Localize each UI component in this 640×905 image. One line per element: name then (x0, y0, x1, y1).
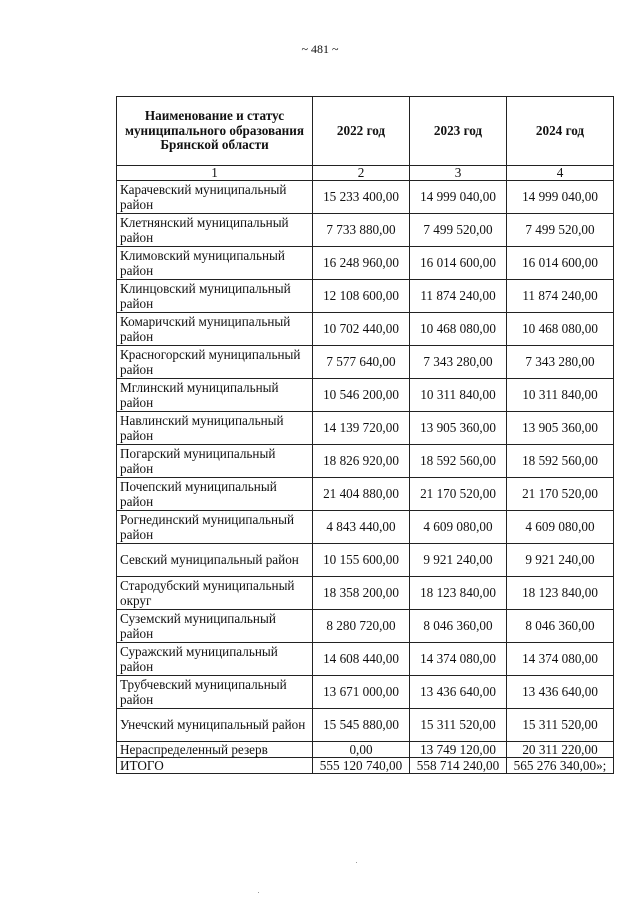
municipality-name: Суземский муниципальный район (117, 610, 313, 643)
value-2024: 8 046 360,00 (507, 610, 614, 643)
value-2024: 14 374 080,00 (507, 643, 614, 676)
municipality-name: Мглинский муниципальный район (117, 379, 313, 412)
total-2023: 558 714 240,00 (410, 758, 507, 774)
value-2024: 18 592 560,00 (507, 445, 614, 478)
value-2024: 18 123 840,00 (507, 577, 614, 610)
reserve-2023: 13 749 120,00 (410, 742, 507, 758)
header-year-2024: 2024 год (507, 97, 614, 166)
value-2022: 10 546 200,00 (313, 379, 410, 412)
municipality-name: Трубчевский муниципальный район (117, 676, 313, 709)
value-2024: 7 499 520,00 (507, 214, 614, 247)
municipality-name: Почепский муниципальный район (117, 478, 313, 511)
municipality-name: Клетнянский муниципальный район (117, 214, 313, 247)
municipality-name: Рогнединский муниципальный район (117, 511, 313, 544)
column-number-row (117, 166, 614, 181)
value-2024: 11 874 240,00 (507, 280, 614, 313)
table-row (117, 445, 614, 478)
value-2022: 14 139 720,00 (313, 412, 410, 445)
value-2024: 13 905 360,00 (507, 412, 614, 445)
value-2024: 7 343 280,00 (507, 346, 614, 379)
page-number: ~ 481 ~ (301, 42, 339, 56)
table-row (117, 676, 614, 709)
header-municipality: Наименование и статус муниципального образования Брянской области (117, 97, 313, 166)
value-2022: 14 608 440,00 (313, 643, 410, 676)
value-2023: 7 499 520,00 (410, 214, 507, 247)
value-2023: 10 468 080,00 (410, 313, 507, 346)
value-2022: 21 404 880,00 (313, 478, 410, 511)
value-2022: 4 843 440,00 (313, 511, 410, 544)
total-2022: 555 120 740,00 (313, 758, 410, 774)
reserve-2024: 20 311 220,00 (507, 742, 614, 758)
municipality-name: Карачевский муниципальный район (117, 181, 313, 214)
value-2023: 16 014 600,00 (410, 247, 507, 280)
table-row (117, 313, 614, 346)
value-2024: 4 609 080,00 (507, 511, 614, 544)
table-row (117, 577, 614, 610)
municipality-name: Севский муниципальный район (117, 544, 313, 577)
value-2024: 15 311 520,00 (507, 709, 614, 742)
table-row (117, 280, 614, 313)
value-2024: 13 436 640,00 (507, 676, 614, 709)
header-year-2022: 2022 год (313, 97, 410, 166)
value-2023: 13 436 640,00 (410, 676, 507, 709)
value-2023: 11 874 240,00 (410, 280, 507, 313)
municipality-name: Красногорский муниципальный район (117, 346, 313, 379)
reserve-2022: 0,00 (313, 742, 410, 758)
value-2022: 10 155 600,00 (313, 544, 410, 577)
value-2022: 7 577 640,00 (313, 346, 410, 379)
value-2023: 18 123 840,00 (410, 577, 507, 610)
municipality-name: Суражский муниципальный район (117, 643, 313, 676)
value-2023: 8 046 360,00 (410, 610, 507, 643)
column-number: 1 (117, 166, 313, 181)
value-2022: 8 280 720,00 (313, 610, 410, 643)
value-2024: 21 170 520,00 (507, 478, 614, 511)
value-2023: 9 921 240,00 (410, 544, 507, 577)
value-2022: 15 233 400,00 (313, 181, 410, 214)
reserve-row (117, 742, 614, 758)
reserve-label: Нераспределенный резерв (117, 742, 313, 758)
value-2023: 21 170 520,00 (410, 478, 507, 511)
table-row (117, 214, 614, 247)
municipality-name: Комаричский муниципальный район (117, 313, 313, 346)
value-2023: 15 311 520,00 (410, 709, 507, 742)
value-2024: 10 311 840,00 (507, 379, 614, 412)
value-2023: 10 311 840,00 (410, 379, 507, 412)
value-2024: 10 468 080,00 (507, 313, 614, 346)
value-2022: 18 826 920,00 (313, 445, 410, 478)
value-2022: 15 545 880,00 (313, 709, 410, 742)
value-2022: 18 358 200,00 (313, 577, 410, 610)
column-number: 2 (313, 166, 410, 181)
value-2024: 14 999 040,00 (507, 181, 614, 214)
table-row (117, 181, 614, 214)
column-number: 3 (410, 166, 507, 181)
table-row (117, 346, 614, 379)
table-row (117, 379, 614, 412)
value-2022: 7 733 880,00 (313, 214, 410, 247)
table-row (117, 412, 614, 445)
municipality-name: Стародубский муниципальный округ (117, 577, 313, 610)
total-2024: 565 276 340,00»; (507, 758, 614, 774)
total-label: ИТОГО (117, 758, 313, 774)
value-2022: 12 108 600,00 (313, 280, 410, 313)
municipality-name: Унечский муниципальный район (117, 709, 313, 742)
table-row (117, 709, 614, 742)
scan-speck (258, 892, 259, 893)
scan-speck (356, 862, 357, 863)
total-row (117, 758, 614, 774)
value-2023: 14 999 040,00 (410, 181, 507, 214)
table-row (117, 610, 614, 643)
value-2022: 10 702 440,00 (313, 313, 410, 346)
municipal-budget-table (116, 96, 614, 774)
value-2023: 4 609 080,00 (410, 511, 507, 544)
table-row (117, 544, 614, 577)
table-row (117, 247, 614, 280)
column-number: 4 (507, 166, 614, 181)
value-2024: 9 921 240,00 (507, 544, 614, 577)
municipality-name: Климовский муниципальный район (117, 247, 313, 280)
value-2022: 13 671 000,00 (313, 676, 410, 709)
value-2023: 18 592 560,00 (410, 445, 507, 478)
header-year-2023: 2023 год (410, 97, 507, 166)
municipality-name: Клинцовский муниципальный район (117, 280, 313, 313)
table-header-row (117, 97, 614, 166)
value-2023: 14 374 080,00 (410, 643, 507, 676)
value-2022: 16 248 960,00 (313, 247, 410, 280)
value-2023: 13 905 360,00 (410, 412, 507, 445)
table-row (117, 478, 614, 511)
value-2023: 7 343 280,00 (410, 346, 507, 379)
table-row (117, 643, 614, 676)
table-row (117, 511, 614, 544)
municipality-name: Навлинский муниципальный район (117, 412, 313, 445)
municipality-name: Погарский муниципальный район (117, 445, 313, 478)
value-2024: 16 014 600,00 (507, 247, 614, 280)
